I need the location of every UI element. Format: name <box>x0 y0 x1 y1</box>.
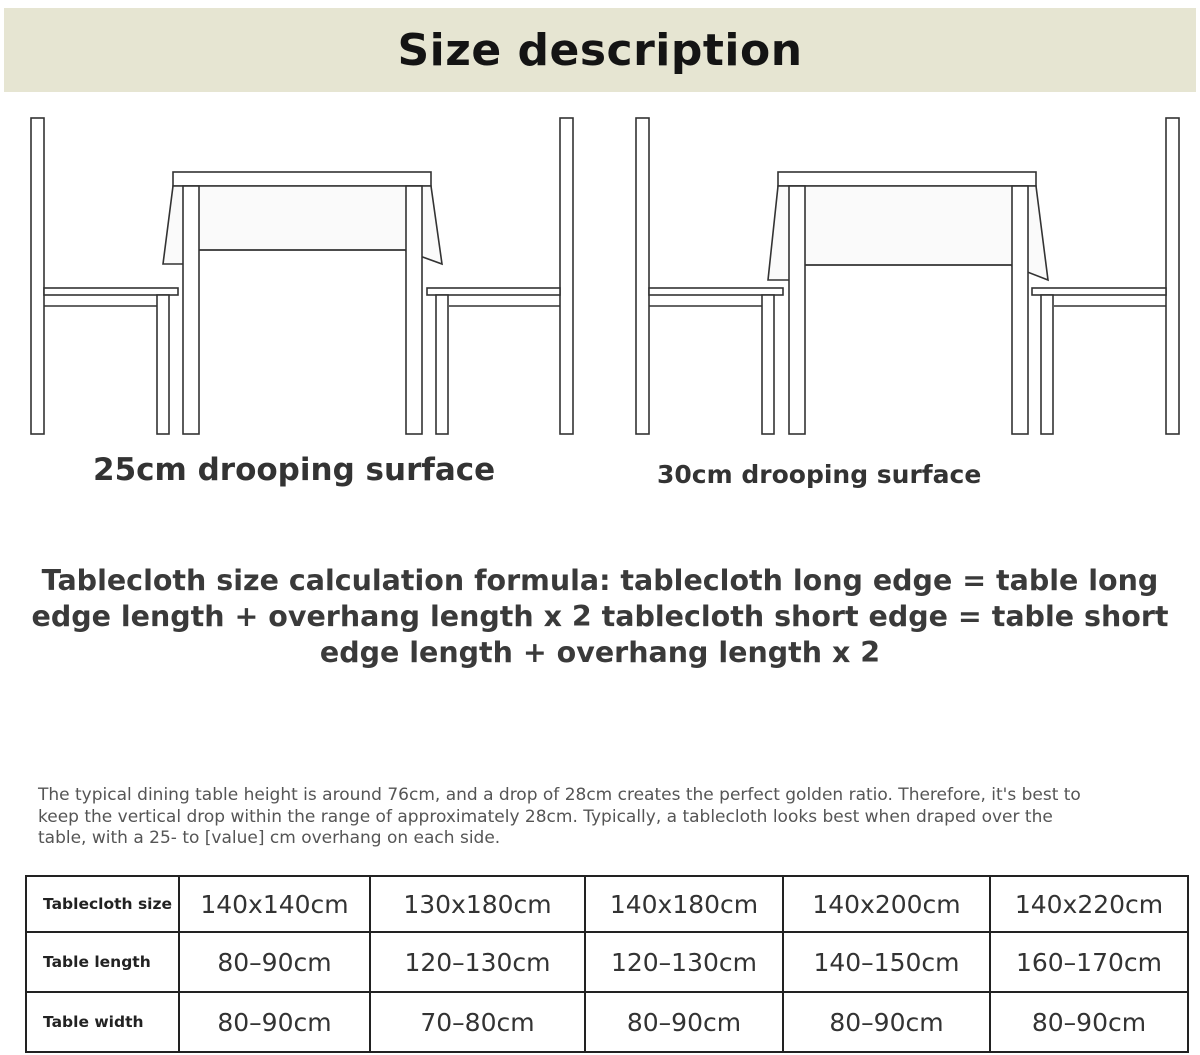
page-title: Size description <box>397 24 803 76</box>
table-leg-left <box>789 186 805 434</box>
table-cell: 70–80cm <box>370 992 585 1052</box>
table-cell: 120–130cm <box>585 932 783 992</box>
left-chair-leg <box>762 295 774 434</box>
table-top <box>778 172 1036 186</box>
formula-text: Tablecloth size calculation formula: tablecloth long edge = table long edge length + overhang length x 2 tablecloth short edge = table short edge length + overhang length x 2 <box>31 564 1169 669</box>
left-chair-leg <box>157 295 169 434</box>
table-cell: 80–90cm <box>585 992 783 1052</box>
table-leg-left <box>183 186 199 434</box>
table-cell: 160–170cm <box>990 932 1188 992</box>
tablecloth-drape <box>768 186 1048 280</box>
table-cell: 140–150cm <box>783 932 990 992</box>
table-cell: 80–90cm <box>783 992 990 1052</box>
table-row <box>26 876 1188 932</box>
table-drop-illustrations <box>0 100 1200 445</box>
table-cell: 120–130cm <box>370 932 585 992</box>
right-chair-back <box>1166 118 1179 434</box>
right-chair-back <box>560 118 573 434</box>
caption-25cm: 25cm drooping surface <box>93 452 496 488</box>
drop-note: The typical dining table height is around 76cm, and a drop of 28cm creates the perfect golden ratio. Therefore, it's best to keep the vertical drop within the range of approximately 28cm. Typically, a tablecloth looks best when draped over the table, with a 25- to [value] cm overhang on each side. <box>38 785 1081 848</box>
right-chair-leg <box>436 295 448 434</box>
table-cell: 140x140cm <box>179 876 370 932</box>
illustration-25cm <box>31 118 573 434</box>
illustration-30cm <box>636 118 1179 434</box>
table-cell: 80–90cm <box>179 992 370 1052</box>
table-leg-right <box>406 186 422 434</box>
right-chair-seat <box>427 288 560 295</box>
table-cell: 80–90cm <box>990 992 1188 1052</box>
table-cell: 80–90cm <box>179 932 370 992</box>
table-top <box>173 172 431 186</box>
row-label-tablecloth-size: Tablecloth size <box>26 876 179 932</box>
tablecloth-drape <box>163 186 442 264</box>
table-cell: 140x180cm <box>585 876 783 932</box>
row-label-table-width: Table width <box>26 992 179 1052</box>
left-chair-seat <box>44 288 178 295</box>
table-leg-right <box>1012 186 1028 434</box>
title-banner <box>4 8 1196 92</box>
left-chair-seat <box>649 288 783 295</box>
left-chair-back <box>636 118 649 434</box>
table-row <box>26 992 1188 1052</box>
table-cell: 140x220cm <box>990 876 1188 932</box>
caption-30cm: 30cm drooping surface <box>657 460 982 489</box>
right-chair-seat <box>1032 288 1166 295</box>
table-cell: 140x200cm <box>783 876 990 932</box>
left-chair-back <box>31 118 44 434</box>
table-cell: 130x180cm <box>370 876 585 932</box>
table-row <box>26 932 1188 992</box>
right-chair-leg <box>1041 295 1053 434</box>
size-table <box>25 875 1189 1053</box>
row-label-table-length: Table length <box>26 932 179 992</box>
